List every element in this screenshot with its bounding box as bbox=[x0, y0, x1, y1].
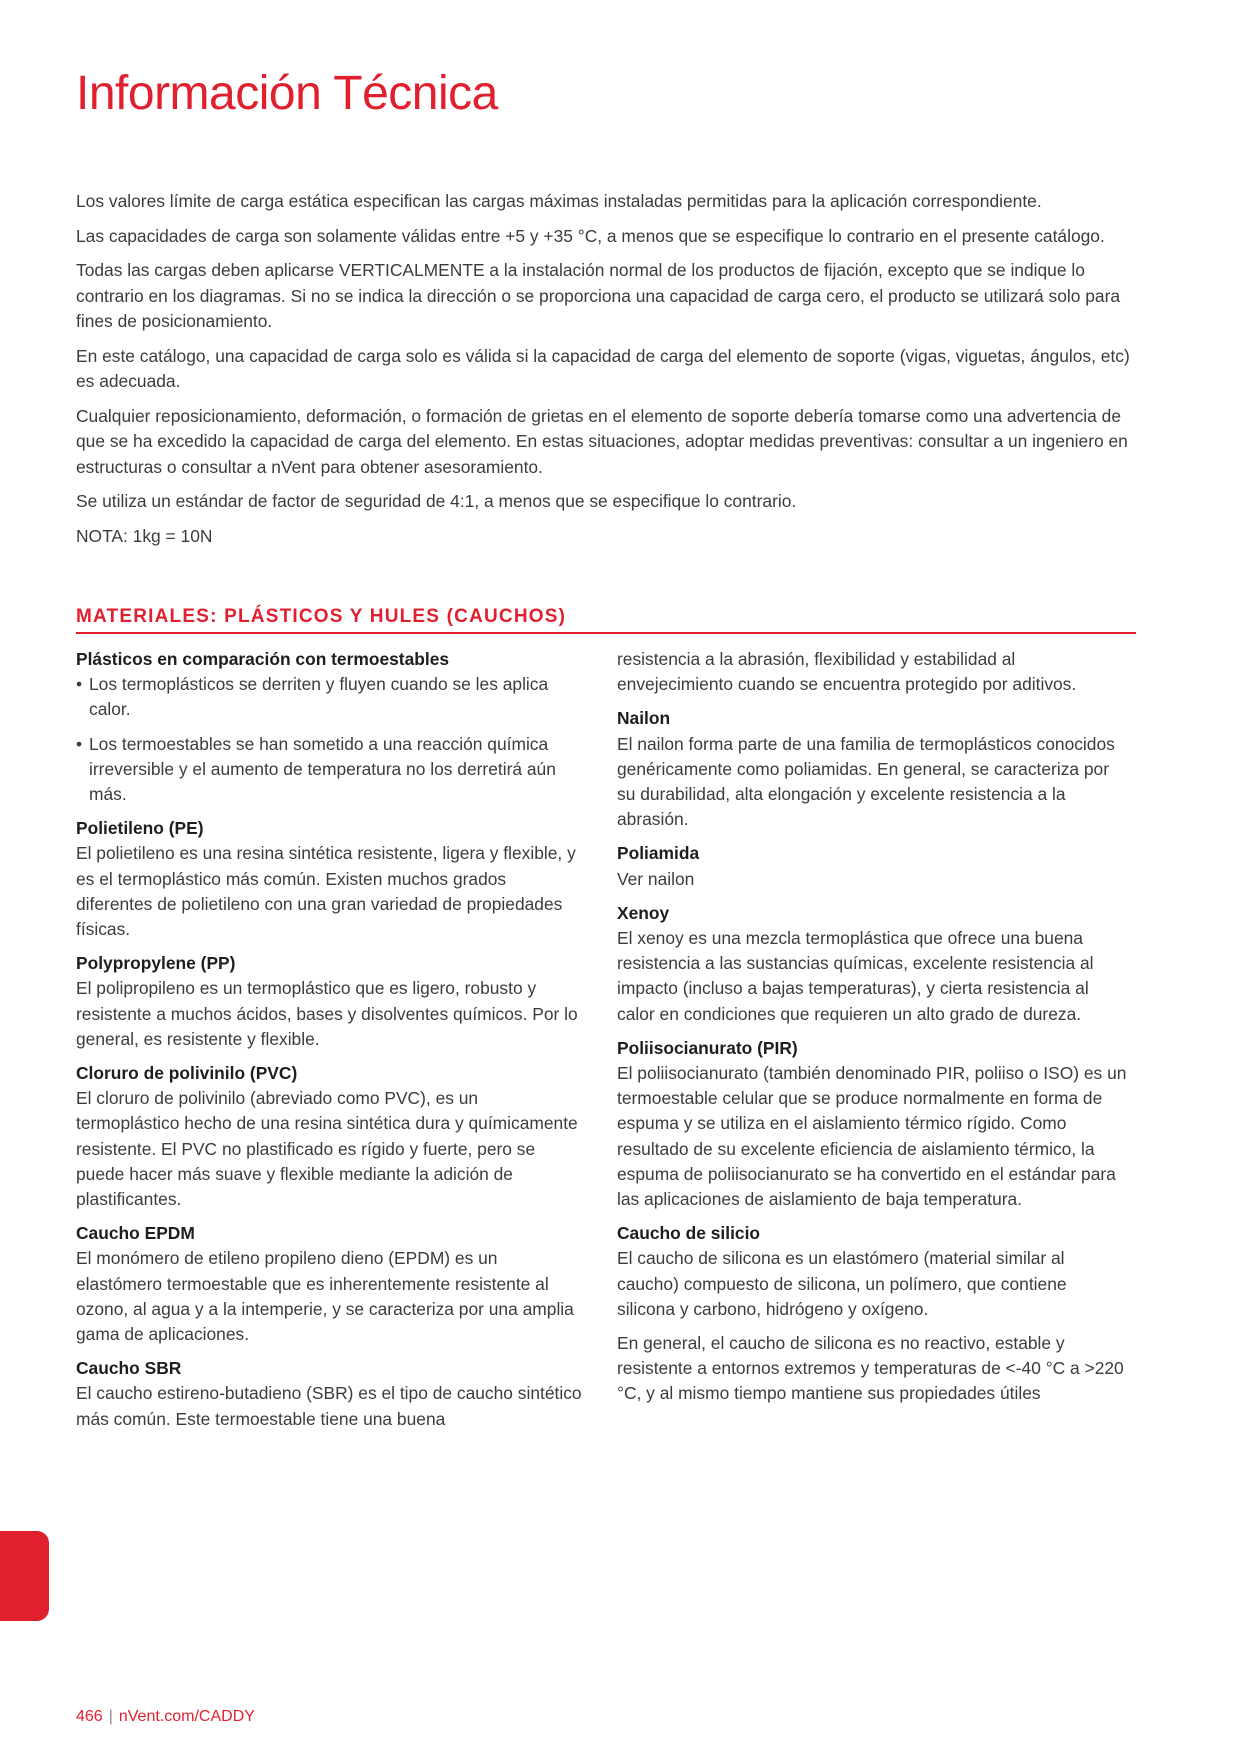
list-item-text: Los termoestables se han sometido a una reacción química irreversible y el aumento de temperatura no los derretirá aún más. bbox=[89, 733, 556, 805]
intro-paragraph: Las capacidades de carga son solamente válidas entre +5 y +35 °C, a menos que se especifique lo contrario en el presente catálogo. bbox=[76, 225, 1105, 246]
intro-paragraph: Todas las cargas deben aplicarse VERTICALMENTE a la instalación normal de los productos de fijación, excepto que se indique lo contrario en los diagramas. Si no se indica la dirección o se proporciona una capacidad de carga cero, el producto se utilizará solo para fines de posicionamiento. bbox=[76, 260, 1121, 331]
intro-text bbox=[76, 189, 1136, 558]
pe-heading: Polietileno (PE) bbox=[76, 818, 204, 839]
nylon-text: El nailon forma parte de una familia de termoplásticos conocidos genéricamente como poliamidas. En general, se caracteriza por su durabilidad, alta elongación y excelente resistencia a la abrasión. bbox=[617, 733, 1115, 830]
sbr-text: El caucho estireno-butadieno (SBR) es el tipo de caucho sintético más común. Este termoestable tiene una buena bbox=[76, 1383, 582, 1429]
pir-text: El poliisocianurato (también denominado PIR, poliiso o ISO) es un termoestable celular que se produce normalmente en forma de espuma y se utiliza en el aislamiento térmico rígido. Como resultado de su excelente eficiencia de aislamiento térmico, la espuma de poliisocianurato se ha convertido en el estándar para las aplicaciones de aislamiento de baja temperatura. bbox=[617, 1063, 1127, 1210]
right-column bbox=[617, 647, 1127, 1407]
list-item bbox=[76, 672, 586, 722]
pir-heading: Poliisocianurato (PIR) bbox=[617, 1037, 798, 1058]
list-item bbox=[76, 732, 586, 808]
intro-paragraph: Cualquier reposicionamiento, deformación, o formación de grietas en el elemento de soporte debería tomarse como una advertencia de que se ha excedido la capacidad de carga del elemento. En estas situaciones, adoptar medidas preventivas: consultar a un ingeniero en estructuras o consultar a nVent para obtener asesoramiento. bbox=[76, 405, 1128, 477]
intro-paragraph: Los valores límite de carga estática especifican las cargas máximas instaladas permitidas para la aplicación correspondiente. bbox=[76, 191, 1042, 211]
pe-text: El polietileno es una resina sintética resistente, ligera y flexible, y es el termoplástico más común. Existen muchos grados diferentes de polietileno con una gran variedad de propiedades físicas. bbox=[76, 843, 576, 940]
polyamide-heading: Poliamida bbox=[617, 843, 700, 864]
xenoy-heading: Xenoy bbox=[617, 902, 670, 923]
epdm-heading: Caucho EPDM bbox=[76, 1223, 195, 1244]
compare-list bbox=[76, 672, 586, 807]
intro-paragraph: En este catálogo, una capacidad de carga solo es válida si la capacidad de carga del elemento de soporte (vigas, viguetas, ángulos, etc) es adecuada. bbox=[76, 345, 1130, 391]
list-item-text: Los termoplásticos se derriten y fluyen cuando se les aplica calor. bbox=[89, 674, 549, 720]
page-footer bbox=[76, 1708, 255, 1726]
sbr-heading: Caucho SBR bbox=[76, 1358, 182, 1379]
xenoy-text: El xenoy es una mezcla termoplástica que ofrece una buena resistencia a las sustancias químicas, excelente resistencia al impacto (incluso a bajas temperaturas), y cierta resistencia al calor en condiciones que requieren un alto grado de dureza. bbox=[617, 928, 1094, 1024]
silicone-text: En general, el caucho de silicona es no reactivo, estable y resistente a entornos extremos y temperaturas de <-40 °C a >220 °C, y al mismo tiempo mantiene sus propiedades útiles bbox=[617, 1333, 1124, 1404]
pp-heading: Polypropylene (PP) bbox=[76, 953, 236, 974]
page-number: 466 bbox=[76, 1708, 103, 1725]
epdm-text: El monómero de etileno propileno dieno (EPDM) es un elastómero termoestable que es inherentemente resistente al ozono, al agua y a la intemperie, y se caracteriza por una amplia gama de aplicaciones. bbox=[76, 1248, 574, 1345]
sbr-text-continued: resistencia a la abrasión, flexibilidad y estabilidad al envejecimiento cuando se encuentra protegido por aditivos. bbox=[617, 649, 1077, 695]
pvc-heading: Cloruro de polivinilo (PVC) bbox=[76, 1063, 298, 1084]
pp-text: El polipropileno es un termoplástico que es ligero, robusto y resistente a muchos ácidos, bases y disolventes químicos. Por lo general, es resistente y flexible. bbox=[76, 978, 578, 1049]
footer-link[interactable]: nVent.com/CADDY bbox=[118, 1708, 255, 1725]
intro-paragraph: Se utiliza un estándar de factor de seguridad de 4:1, a menos que se especifique lo contrario. bbox=[76, 491, 797, 511]
section-header bbox=[76, 606, 1136, 634]
silicone-text: El caucho de silicona es un elastómero (material similar al caucho) compuesto de silicona, un polímero, que contiene silicona y carbono, hidrógeno y oxígeno. bbox=[617, 1248, 1067, 1319]
polyamide-text: Ver nailon bbox=[617, 868, 695, 889]
left-column bbox=[76, 647, 586, 1432]
bullet-icon: • bbox=[76, 733, 83, 754]
chapter-tab bbox=[0, 1531, 49, 1621]
compare-heading: Plásticos en comparación con termoestables bbox=[76, 649, 450, 669]
nylon-heading: Nailon bbox=[617, 708, 671, 729]
bullet-icon: • bbox=[76, 674, 83, 695]
pvc-text: El cloruro de polivinilo (abreviado como PVC), es un termoplástico hecho de una resina sintética dura y químicamente resistente. El PVC no plastificado es rígido y fuerte, pero se puede hacer más suave y flexible mediante la adición de plastificantes. bbox=[76, 1088, 578, 1210]
silicone-heading: Caucho de silicio bbox=[617, 1223, 761, 1244]
intro-note: NOTA: 1kg = 10N bbox=[76, 525, 213, 546]
page-title: Información Técnica bbox=[76, 67, 498, 120]
section-heading: MATERIALES: PLÁSTICOS Y HULES (CAUCHOS) bbox=[76, 606, 567, 627]
footer-separator: | bbox=[108, 1708, 113, 1725]
